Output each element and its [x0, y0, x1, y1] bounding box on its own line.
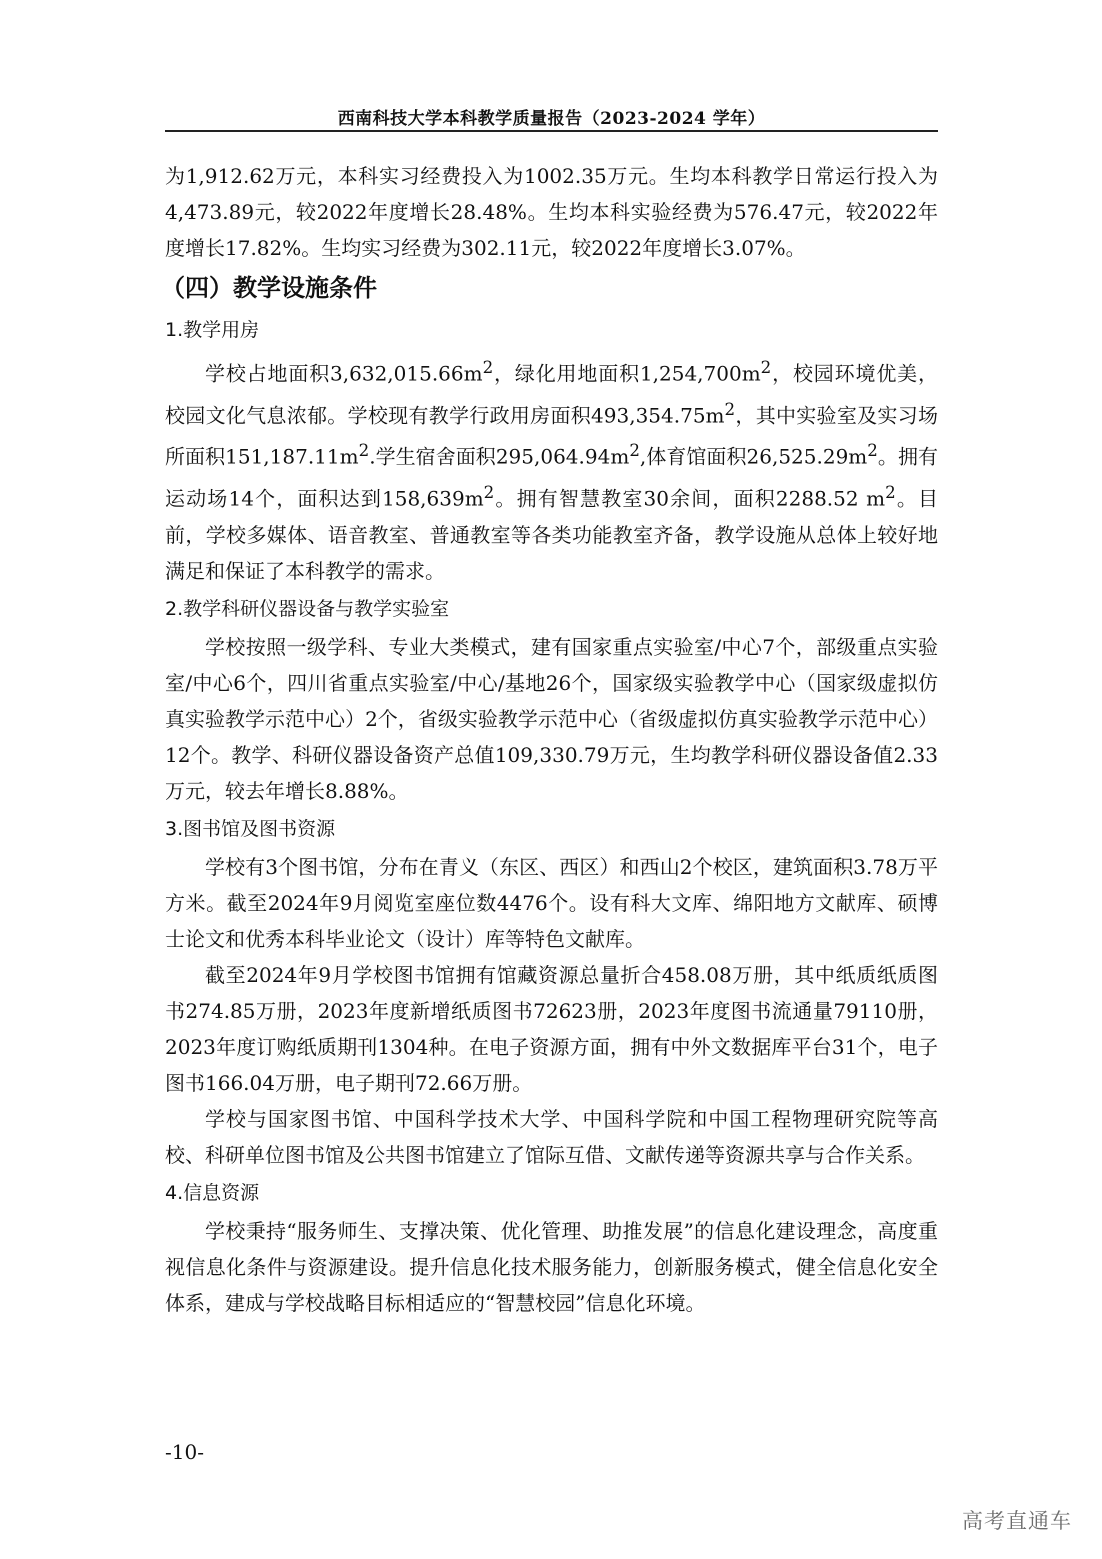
- section-title: （四）教学设施条件: [161, 274, 377, 302]
- paragraph-equipment-labs: 学校按照一级学科、专业大类模式，建有国家重点实验室/中心7个，部级重点实验室/中心6个，四川省重点实验室/中心/基地26个，国家级实验教学中心（国家级虚拟仿真实验教学示范中心）2个，省级实验教学示范中心（省级虚拟仿真实验教学示范中心）12个。教学、科研仪器设备资产总值109,330.79万元，生均教学科研仪器设备值2.33万元，较去年增长8.88%。: [165, 634, 938, 803]
- intro-paragraph: 为1,912.62万元，本科实习经费投入为1002.35万元。生均本科教学日常运行投入为4,473.89元，较2022年度增长28.48%。生均本科实验经费为576.47元，较2022年度增长17.82%。生均实习经费为302.11元，较2022年度增长3.07%。: [165, 164, 938, 260]
- paragraph-teaching-buildings: 学校占地面积$3,632,015.66m^2$，绿化用地面积$1,254,700m^2$，校园环境优美，校园文化气息浓郁。学校现有教学行政用房面积$493,354.75m^2$，其中实验室及实习场所面积$151,187.11m^2$.学生宿舍面积$295,064.94m^2$,体育馆面积$26,525.29m^2$。拥有运动场14个，面积达到$158,639m^2$。拥有智慧教室30余间，面积2288.52 $m^2$。目前，学校多媒体、语音教室、普通教室等各类功能教室齐备，教学设施从总体上较好地满足和保证了本科教学的需求。: [165, 358, 938, 583]
- page-header: 西南科技大学本科教学质量报告（2023-2024 学年）: [165, 104, 938, 132]
- page-number: -10-: [165, 1440, 204, 1464]
- subsection-title-equipment-labs: 2.教学科研仪器设备与教学实验室: [165, 597, 450, 620]
- paragraph-library-2: 截至2024年9月学校图书馆拥有馆藏资源总量折合458.08万册，其中纸质纸质图书274.85万册，2023年度新增纸质图书72623册，2023年度图书流通量79110册，2023年度订购纸质期刊1304种。在电子资源方面，拥有中外文数据库平台31个，电子图书166.04万册，电子期刊72.66万册。: [165, 962, 938, 1095]
- subsection-title-teaching-buildings: 1.教学用房: [165, 319, 260, 341]
- paragraph-information-resources: 学校秉持“服务师生、支撑决策、优化管理、助推发展”的信息化建设理念，高度重视信息化条件与资源建设。提升信息化技术服务能力，创新服务模式，健全信息化安全体系，建成与学校战略目标相适应的“智慧校园”信息化环境。: [165, 1218, 938, 1315]
- watermark-text: 高考直通车: [962, 1509, 1072, 1533]
- subsection-title-library: 3.图书馆及图书资源: [165, 817, 336, 840]
- subsection-title-information-resources: 4.信息资源: [165, 1181, 260, 1204]
- paragraph-library-1: 学校有3个图书馆，分布在青义（东区、西区）和西山2个校区，建筑面积3.78万平方米。截至2024年9月阅览室座位数4476个。设有科大文库、绵阳地方文献库、硕博士论文和优秀本科毕业论文（设计）库等特色文献库。: [165, 854, 938, 951]
- document-body: [161, 158, 938, 1321]
- paragraph-library-3: 学校与国家图书馆、中国科学技术大学、中国科学院和中国工程物理研究院等高校、科研单位图书馆及公共图书馆建立了馆际互借、文献传递等资源共享与合作关系。: [165, 1106, 938, 1167]
